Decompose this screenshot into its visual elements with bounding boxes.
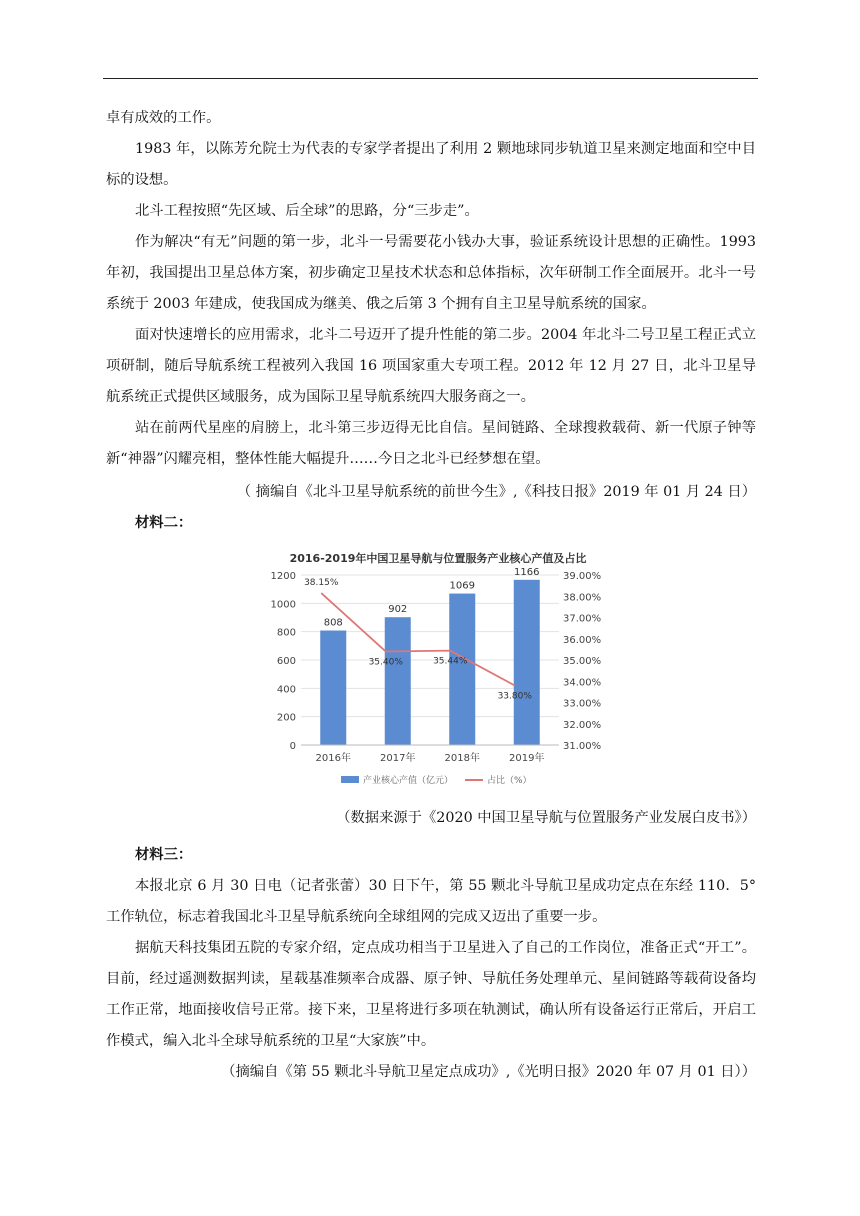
- y-right-tick-label: 35.00%: [563, 656, 602, 667]
- y-right-tick-label: 32.00%: [563, 719, 602, 731]
- legend-line-label: 占比（%）: [487, 776, 532, 786]
- material-three-heading: 材料三：: [135, 847, 193, 863]
- paragraph: 本报北京 6 月 30 日电（记者张蕾）30 日下午，第 55 颗北斗导航卫星成功定点在东经 110．5° 工作轨位，标志着我国北斗卫星导航系统向全球组网的完成又迈出了重要一步。: [106, 878, 756, 925]
- bar: [320, 631, 346, 745]
- x-tick-label: 2017年: [380, 753, 416, 764]
- x-tick-label: 2019年: [509, 753, 545, 764]
- bar-value-label: 1166: [514, 566, 540, 578]
- x-tick-label: 2018年: [444, 753, 480, 764]
- line-value-label: 38.15%: [304, 578, 339, 589]
- material-one-section: [106, 103, 756, 475]
- material-two-heading: 材料二：: [135, 515, 193, 531]
- series-line: [321, 593, 515, 685]
- y-right-tick-label: 33.00%: [563, 698, 602, 710]
- paragraph: 1983 年，以陈芳允院士为代表的专家学者提出了利用 2 颗地球同步轨道卫星来测定地面和空中目标的设想。: [106, 141, 756, 188]
- y-right-tick-label: 37.00%: [563, 613, 602, 625]
- source-citation-three: （摘编自《第 55 颗北斗导航卫星定点成功》,《光明日报》2020 年 07 月 01 日））: [221, 1064, 756, 1080]
- bar: [514, 580, 540, 745]
- x-tick-label: 2016年: [315, 753, 351, 764]
- bar-line-chart: [259, 545, 617, 795]
- header-rule: [103, 78, 758, 79]
- y-right-tick-label: 34.00%: [563, 677, 602, 689]
- y-left-tick-label: 400: [276, 684, 296, 696]
- y-left-tick-label: 0: [289, 741, 296, 752]
- paragraph: 作为解决“有无”问题的第一步，北斗一号需要花小钱办大事，验证系统设计思想的正确性。1993 年初，我国提出卫星总体方案，初步确定卫星技术状态和总体指标，次年研制工作全面展开。北斗一号系统于 2003 年建成，使我国成为继美、俄之后第 3 个拥有自主卫星导航系统的国家。: [106, 234, 756, 312]
- document-body: [106, 103, 756, 1088]
- y-left-tick-label: 800: [276, 627, 296, 639]
- source-citation-two: （数据来源于《2020 中国卫星导航与位置服务产业发展白皮书》）: [336, 810, 756, 826]
- bar-value-label: 808: [323, 617, 343, 629]
- y-left-tick-label: 600: [276, 656, 296, 667]
- y-right-tick-label: 38.00%: [563, 592, 602, 604]
- y-left-tick-label: 200: [276, 712, 296, 724]
- paragraph: 卓有成效的工作。: [106, 110, 221, 126]
- chart-title: 2016-2019年中国卫星导航与位置服务产业核心产值及占比: [289, 552, 587, 565]
- legend-bar-label: 产业核心产值（亿元）: [363, 776, 454, 786]
- y-right-tick-label: 36.00%: [563, 634, 602, 646]
- y-left-tick-label: 1000: [270, 599, 296, 611]
- source-citation-one: （ 摘编自《北斗卫星导航系统的前世今生》,《科技日报》2019 年 01 月 24 日）: [236, 484, 756, 500]
- y-right-tick-label: 31.00%: [563, 741, 602, 752]
- bar: [385, 617, 411, 745]
- paragraph: 北斗工程按照“先区域、后全球”的思路，分“三步走”。: [135, 203, 479, 219]
- y-left-tick-label: 1200: [270, 571, 296, 582]
- paragraph: 据航天科技集团五院的专家介绍，定点成功相当于卫星进入了自己的工作岗位，准备正式“开工”。目前，经过遥测数据判读，星载基准频率合成器、原子钟、导航任务处理单元、星间链路等载荷设备均工作正常，地面接收信号正常。接下来，卫星将进行多项在轨测试，确认所有设备运行正常后，开启工作模式，编入北斗全球导航系统的卫星“大家族”中。: [106, 940, 756, 1049]
- bar-value-label: 902: [388, 604, 408, 616]
- paragraph: 站在前两代星座的肩膀上，北斗第三步迈得无比自信。星间链路、全球搜救载荷、新一代原子钟等新“神器”闪耀亮相，整体性能大幅提升……今日之北斗已经梦想在望。: [106, 420, 756, 467]
- paragraph: 面对快速增长的应用需求，北斗二号迈开了提升性能的第二步。2004 年北斗二号卫星工程正式立项研制，随后导航系统工程被列入我国 16 项国家重大专项工程。2012 年 12 月 27 日，北斗卫星导航系统正式提供区域服务，成为国际卫星导航系统四大服务商之一。: [106, 327, 756, 405]
- line-value-label: 35.44%: [433, 656, 468, 667]
- material-three-section: [106, 871, 756, 1057]
- line-value-label: 33.80%: [497, 691, 532, 702]
- chart-container: [259, 545, 617, 795]
- y-right-tick-label: 39.00%: [563, 571, 602, 582]
- legend-bar-swatch: [341, 776, 359, 783]
- bar-value-label: 1069: [449, 580, 475, 592]
- line-value-label: 35.40%: [368, 657, 403, 668]
- bar: [449, 594, 475, 745]
